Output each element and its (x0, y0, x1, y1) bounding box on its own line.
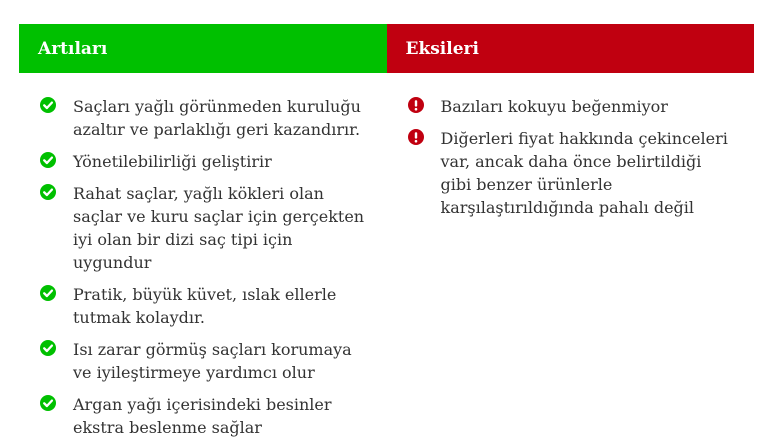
check-circle-icon (40, 152, 56, 168)
cons-item-text: Diğerleri fiyat hakkında çekinceleri var, ancak daha önce belirtildiği gibi benzer ürünlerle karşılaştırıldığında pahalı değil (440, 129, 728, 217)
pros-item-text: Pratik, büyük küvet, ıslak ellerle tutmak kolaydır. (73, 285, 337, 327)
pros-item-text: Argan yağı içerisindeki besinler ekstra beslenme sağlar (73, 395, 332, 437)
check-circle-icon (40, 285, 56, 301)
cons-title: Eksileri (405, 38, 479, 59)
check-circle-icon (40, 340, 56, 356)
cons-header (387, 24, 755, 73)
cons-item (408, 95, 737, 118)
pros-cons-table (19, 24, 754, 448)
pros-item (40, 338, 375, 384)
exclamation-circle-icon (408, 97, 424, 113)
cons-list (387, 73, 755, 219)
cons-item (408, 127, 737, 219)
pros-item-text: Isı zarar görmüş saçları korumaya ve iyileştirmeye yardımcı olur (73, 340, 352, 382)
pros-item-text: Yönetilebilirliği geliştirir (73, 152, 272, 171)
pros-title: Artıları (38, 38, 108, 59)
pros-header (19, 24, 387, 73)
check-circle-icon (40, 97, 56, 113)
pros-item-text: Saçları yağlı görünmeden kuruluğu azaltır ve parlaklığı geri kazandırır. (73, 97, 361, 139)
pros-item-text: Rahat saçlar, yağlı kökleri olan saçlar ve kuru saçlar için gerçekten iyi olan bir dizi saç tipi için uygundur (73, 184, 365, 272)
pros-column (19, 24, 387, 448)
pros-item (40, 95, 375, 141)
check-circle-icon (40, 184, 56, 200)
cons-column (387, 24, 755, 448)
pros-list (19, 73, 387, 439)
pros-item (40, 283, 375, 329)
exclamation-circle-icon (408, 129, 424, 145)
cons-item-text: Bazıları kokuyu beğenmiyor (440, 97, 668, 116)
pros-item (40, 393, 375, 439)
pros-item (40, 182, 375, 274)
check-circle-icon (40, 395, 56, 411)
pros-item (40, 150, 375, 173)
